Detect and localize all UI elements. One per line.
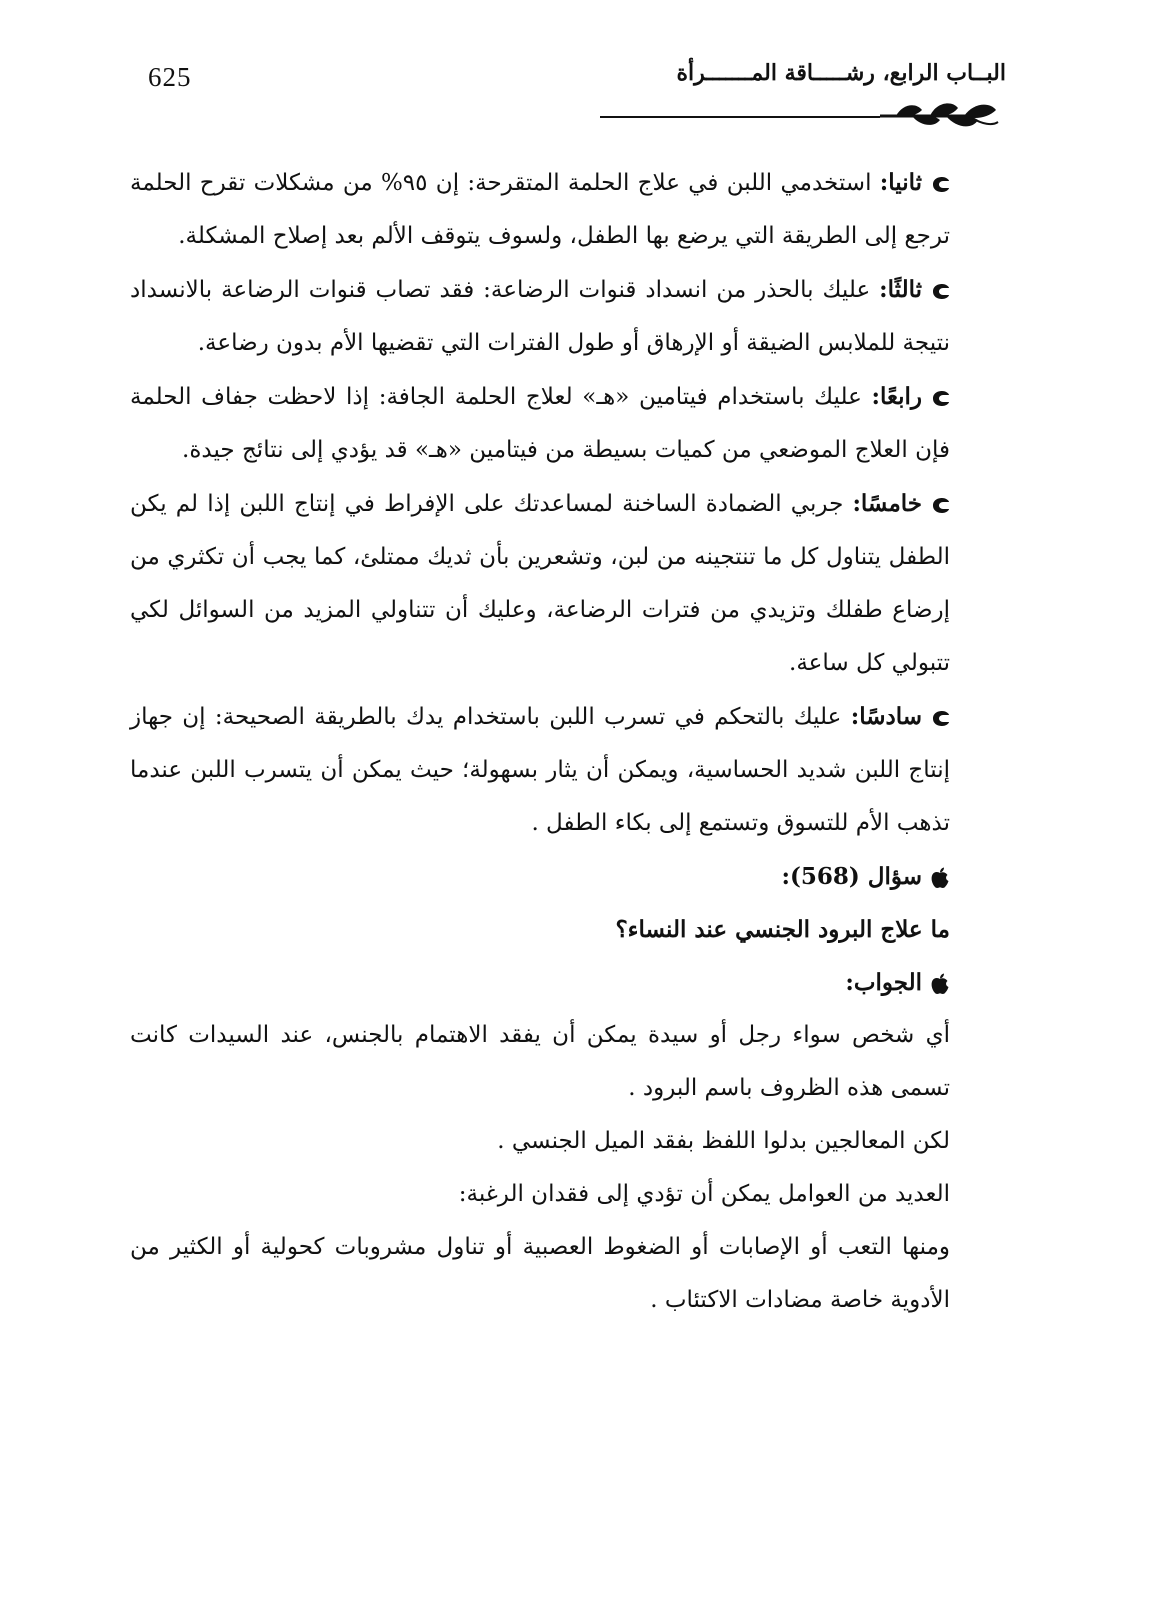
- answer-paragraph: ومنها التعب أو الإصابات أو الضغوط العصبية أو تناول مشروبات كحولية أو الكثير من الأدوية خاصة مضادات الاكتئاب .: [130, 1234, 950, 1313]
- point-label: ثالثًا:: [879, 276, 922, 303]
- point-label: سادسًا:: [850, 703, 922, 730]
- point-text: استخدمي اللبن في علاج الحلمة المتقرحة: إن ٩٥% من مشكلات تقرح الحلمة ترجع إلى الطريقة التي يرضع بها الطفل، ولسوف يتوقف الألم بعد إصلاح المشكلة.: [130, 170, 950, 249]
- point-text: عليك باستخدام فيتامين «هـ» لعلاج الحلمة الجافة: إذا لاحظت جفاف الحلمة فإن العلاج الموضعي من كميات بسيطة من فيتامين «هـ» قد يؤدي إلى نتائج جيدة.: [130, 384, 950, 463]
- answer-heading: [130, 956, 1002, 1009]
- point-paragraph: [130, 370, 1002, 477]
- answer-label: الجواب:: [845, 969, 922, 996]
- question-heading: [130, 850, 1002, 903]
- point-text: عليك بالتحكم في تسرب اللبن باستخدام يدك بالطريقة الصحيحة: إن جهاز إنتاج اللبن شديد الحساسية، ويمكن أن يثار بسهولة؛ حيث يمكن أن يتسرب اللبن عندما تذهب الأم للتسوق وتستمع إلى بكاء الطفل .: [130, 704, 950, 836]
- bullet-icon: [932, 177, 950, 192]
- header-rule: [600, 116, 880, 118]
- point-paragraph: [130, 690, 1002, 850]
- bullet-icon: [932, 391, 950, 406]
- bullet-icon: [932, 498, 950, 513]
- body-text: [130, 156, 1002, 1327]
- answer-paragraph: لكن المعالجين بدلوا اللفظ بفقد الميل الجنسي .: [497, 1128, 950, 1154]
- page-number: 625: [148, 62, 192, 92]
- point-paragraph: [130, 263, 1002, 370]
- answer-paragraph: أي شخص سواء رجل أو سيدة يمكن أن يفقد الاهتمام بالجنس، عند السيدات كانت تسمى هذه الظروف باسم البرود .: [130, 1022, 950, 1101]
- bullet-icon: [932, 284, 950, 299]
- question-label: سؤال (568):: [781, 863, 922, 890]
- apple-icon: [930, 973, 950, 995]
- answer-paragraph: العديد من العوامل يمكن أن تؤدي إلى فقدان الرغبة:: [458, 1181, 950, 1207]
- point-text: عليك بالحذر من انسداد قنوات الرضاعة: فقد تصاب قنوات الرضاعة بالانسداد نتيجة للملابس الضيقة أو الإرهاق أو طول الفترات التي تقضيها الأم بدون رضاعة.: [130, 277, 950, 356]
- point-paragraph: [130, 477, 1002, 690]
- point-text: جربي الضمادة الساخنة لمساعدتك على الإفراط في إنتاج اللبن إذا لم يكن الطفل يتناول كل ما تنتجينه من لبن، وتشعرين بأن ثديك ممتلئ، كما يجب أن تكثري من إرضاع طفلك وتزيدي من فترات الرضاعة، وعليك أن تتناولي المزيد من السوائل لكي تتبولي كل ساعة.: [130, 491, 950, 676]
- leaf-ornament-icon: [876, 96, 1000, 136]
- bullet-icon: [932, 711, 950, 726]
- running-head: البــاب الرابع، رشـــــاقة المـــــــرأة: [676, 60, 1006, 86]
- apple-icon: [930, 867, 950, 889]
- point-label: خامسًا:: [852, 490, 922, 517]
- question-text: ما علاج البرود الجنسي عند النساء؟: [615, 916, 950, 943]
- point-paragraph: [130, 156, 1002, 263]
- point-label: ثانيا:: [879, 169, 922, 196]
- point-label: رابعًا:: [871, 383, 922, 410]
